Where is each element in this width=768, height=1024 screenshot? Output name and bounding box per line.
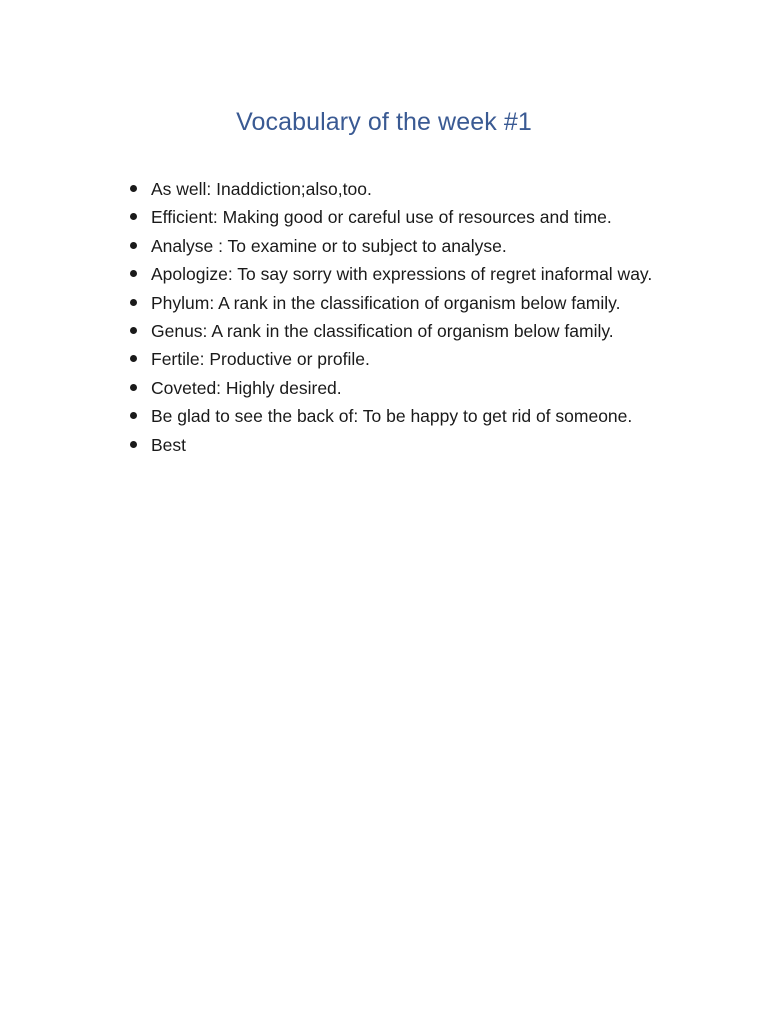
- bullet-icon: [130, 185, 137, 192]
- bullet-icon: [130, 355, 137, 362]
- bullet-icon: [130, 327, 137, 334]
- list-item: [130, 175, 690, 203]
- list-item: [130, 402, 690, 430]
- page-title: Vocabulary of the week #1: [236, 108, 532, 136]
- list-item-text: Phylum: A rank in the classification of organism below family.: [151, 292, 621, 313]
- list-item: [130, 203, 690, 231]
- bullet-icon: [130, 242, 137, 249]
- list-item-text: Coveted: Highly desired.: [151, 377, 342, 398]
- list-item-text: Genus: A rank in the classification of organism below family.: [151, 321, 614, 342]
- vocabulary-list: [130, 175, 690, 459]
- list-item: [130, 232, 690, 260]
- list-item-text: Analyse : To examine or to subject to analyse.: [151, 235, 507, 256]
- list-item-text: Best: [151, 434, 187, 455]
- list-item: [130, 374, 690, 402]
- list-item: [130, 289, 690, 317]
- bullet-icon: [130, 384, 137, 391]
- bullet-icon: [130, 299, 137, 306]
- list-item: [130, 260, 690, 288]
- bullet-icon: [130, 213, 137, 220]
- bullet-icon: [130, 412, 137, 419]
- bullet-icon: [130, 441, 137, 448]
- list-item: [130, 317, 690, 345]
- list-item: [130, 431, 690, 459]
- list-item-text: Apologize: To say sorry with expressions of regret inaformal way.: [151, 264, 653, 285]
- list-item-text: Fertile: Productive or profile.: [151, 349, 370, 370]
- list-item-text: Efficient: Making good or careful use of resources and time.: [151, 207, 612, 228]
- list-item: [130, 345, 690, 373]
- bullet-icon: [130, 270, 137, 277]
- list-item-text: Be glad to see the back of: To be happy to get rid of someone.: [151, 406, 633, 427]
- list-item-text: As well: Inaddiction;also,too.: [151, 179, 372, 199]
